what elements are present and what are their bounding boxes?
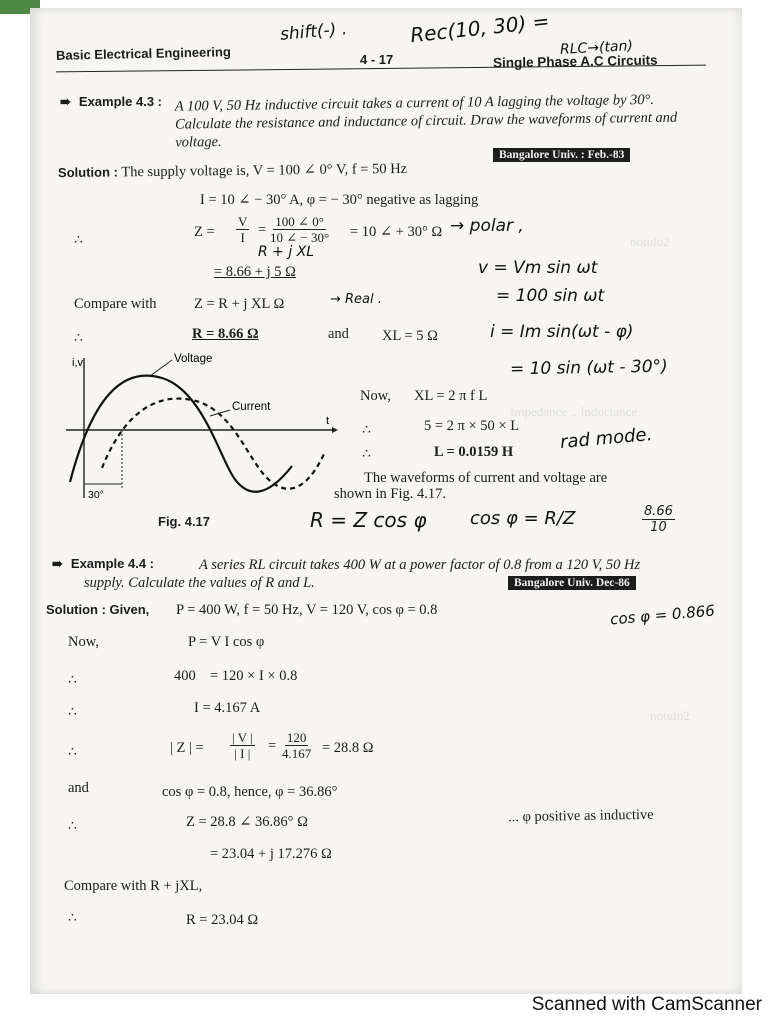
current-value: I = 4.167 A <box>194 700 261 716</box>
power-sub-rhs: = 120 × I × 0.8 <box>210 668 298 684</box>
equals-sign-2: = <box>268 738 277 754</box>
figure-caption: Fig. 4.17 <box>158 514 211 529</box>
bleed-through-text-2: notulo2 <box>630 234 670 249</box>
therefore-symbol-3: ∴ <box>362 423 371 438</box>
scanner-watermark: Scanned with CamScanner <box>531 994 762 1015</box>
x-axis-arrow-icon <box>332 427 338 433</box>
note-cos-ratio: cos φ = R/Z <box>470 508 576 529</box>
waveform-figure <box>62 348 342 508</box>
cos-phi-line: cos φ = 0.8, hence, φ = 36.86° <box>162 784 338 800</box>
therefore-symbol-4: ∴ <box>362 447 371 462</box>
note-rec: Rec(10, 30) = <box>409 8 551 48</box>
given-line: Solution : Given, <box>46 602 150 617</box>
note-fraction: $\frac{8.66}{10}$ <box>644 504 673 535</box>
axis-y-label: i,v <box>72 357 83 369</box>
z-magnitude-frac-1: $\frac{| V |}{| I |}$ <box>232 730 253 761</box>
z-fraction-vi: $\frac{V}{I}$ <box>238 214 248 245</box>
note-polar: → polar , <box>450 216 524 236</box>
note-rad-mode: rad mode. <box>559 424 654 453</box>
therefore-symbol-5: ∴ <box>68 673 77 688</box>
therefore-symbol-9: ∴ <box>68 911 77 926</box>
example-4-4-heading: ➠ Example 4.4 : <box>52 556 155 571</box>
therefore-symbol-6: ∴ <box>68 705 77 720</box>
current-line: I = 10 ∠ − 30° A, φ = − 30° negative as lagging <box>200 192 479 208</box>
waveforms-text-2: shown in Fig. 4.17. <box>334 486 446 502</box>
supply-line: Solution : The supply voltage is, V = 100 ∠ 0° V, f = 50 Hz <box>57 160 408 181</box>
compare-line: Compare with R + jXL, <box>64 878 203 894</box>
pointer-arrow-icon: ➠ <box>52 556 63 571</box>
z-rect-2: = 23.04 + j 17.276 Ω <box>210 846 332 862</box>
note-shift: shift(-) . <box>279 19 348 45</box>
therefore-symbol-7: ∴ <box>68 745 77 760</box>
chapter-title: Single Phase A.C Circuits <box>492 52 658 71</box>
note-real: → Real . <box>330 292 382 307</box>
therefore-symbol: ∴ <box>74 233 83 248</box>
and-label: and <box>328 326 349 342</box>
note-i-eq2: = 10 sin (ωt - 30°) <box>509 356 668 380</box>
therefore-symbol-2: ∴ <box>74 331 83 346</box>
note-v-eq1: v = Vm sin ωt <box>478 258 598 278</box>
book-title: Basic Electrical Engineering <box>55 44 231 63</box>
z-polar-2: Z = 28.8 ∠ 36.86° Ω <box>186 814 308 830</box>
note-i-eq1: i = Im sin(ωt - φ) <box>490 322 634 342</box>
power-equation: P = V I cos φ <box>188 634 265 650</box>
axis-x-label: t <box>326 415 330 427</box>
voltage-label: Voltage <box>174 353 213 365</box>
voltage-wave <box>70 376 292 492</box>
compare-label: Compare with <box>74 296 157 312</box>
z-magnitude-value: = 28.8 Ω <box>322 740 374 756</box>
university-badge-2: Bangalore Univ. Dec-86 <box>508 576 636 590</box>
note-rjxl: R + j XL <box>258 244 315 260</box>
voltage-leader <box>150 360 172 376</box>
current-wave <box>102 399 324 489</box>
z-magnitude-frac-2: $\frac{120}{4.167}$ <box>282 730 312 761</box>
given-values: P = 400 W, f = 50 Hz, V = 120 V, cos φ = 0.8 <box>176 602 438 618</box>
z-polar: = 10 ∠ + 30° Ω <box>350 224 443 240</box>
r-line: R = 8.66 Ω <box>192 326 259 342</box>
bleed-through-text: Impedance .. Inductance <box>510 404 638 419</box>
now-label-2: Now, <box>68 634 99 650</box>
l-value: L = 0.0159 H <box>434 444 514 460</box>
university-badge: Bangalore Univ. : Feb.-83 <box>493 148 630 162</box>
z-rect: = 8.66 + j 5 Ω <box>214 264 296 280</box>
waveforms-text-1: The waveforms of current and voltage are <box>364 470 608 486</box>
xl-substitution: 5 = 2 π × 50 × L <box>424 418 520 434</box>
and-label-2: and <box>68 780 89 796</box>
z-magnitude-lhs: | Z | = <box>170 740 204 756</box>
power-sub-lhs: 400 <box>174 668 196 684</box>
now-label: Now, <box>360 388 391 404</box>
note-v-eq2: = 100 sin ωt <box>496 286 605 306</box>
note-rlc: RLC→(tan) <box>559 38 634 58</box>
example-4-4-problem: A series RL circuit takes 400 W at a power factor of 0.8 from a 120 V, 50 Hz supply. Calculate the values of R and L. <box>84 557 641 591</box>
example-4-3-problem: A 100 V, 50 Hz inductive circuit takes a current of 10 A lagging the voltage by 30°. Calculate the resistance and inductance of circuit. Draw the waveforms of current and voltage. <box>174 91 678 151</box>
page-number: 4 - 17 <box>360 52 394 67</box>
bleed-through-text-3: notulo2 <box>650 708 690 723</box>
xl-line: XL = 5 Ω <box>382 328 438 344</box>
scanner-footer <box>0 986 768 1024</box>
therefore-symbol-8: ∴ <box>68 819 77 834</box>
r-value: R = 23.04 Ω <box>186 912 259 928</box>
scanned-page <box>30 8 742 994</box>
z-note: ... φ positive as inductive <box>507 806 654 826</box>
example-4-3-heading: ➠ Example 4.3 : <box>60 94 163 109</box>
equals-sign: = <box>258 222 267 238</box>
note-cos-866: cos φ = 0.866 <box>609 601 716 629</box>
pointer-arrow-icon: ➠ <box>60 94 71 109</box>
note-r-zcos: R = Z cos φ <box>310 508 427 532</box>
xl-formula: XL = 2 π f L <box>414 388 488 404</box>
z-fraction-values: $\frac{100 \angle 0^\circ}{10 \angle - 30^\circ}$ <box>270 214 330 245</box>
current-label: Current <box>232 401 271 413</box>
z-label: Z = <box>194 224 215 240</box>
angle-label: 30° <box>88 489 104 501</box>
compare-eq: Z = R + j XL Ω <box>194 296 285 312</box>
